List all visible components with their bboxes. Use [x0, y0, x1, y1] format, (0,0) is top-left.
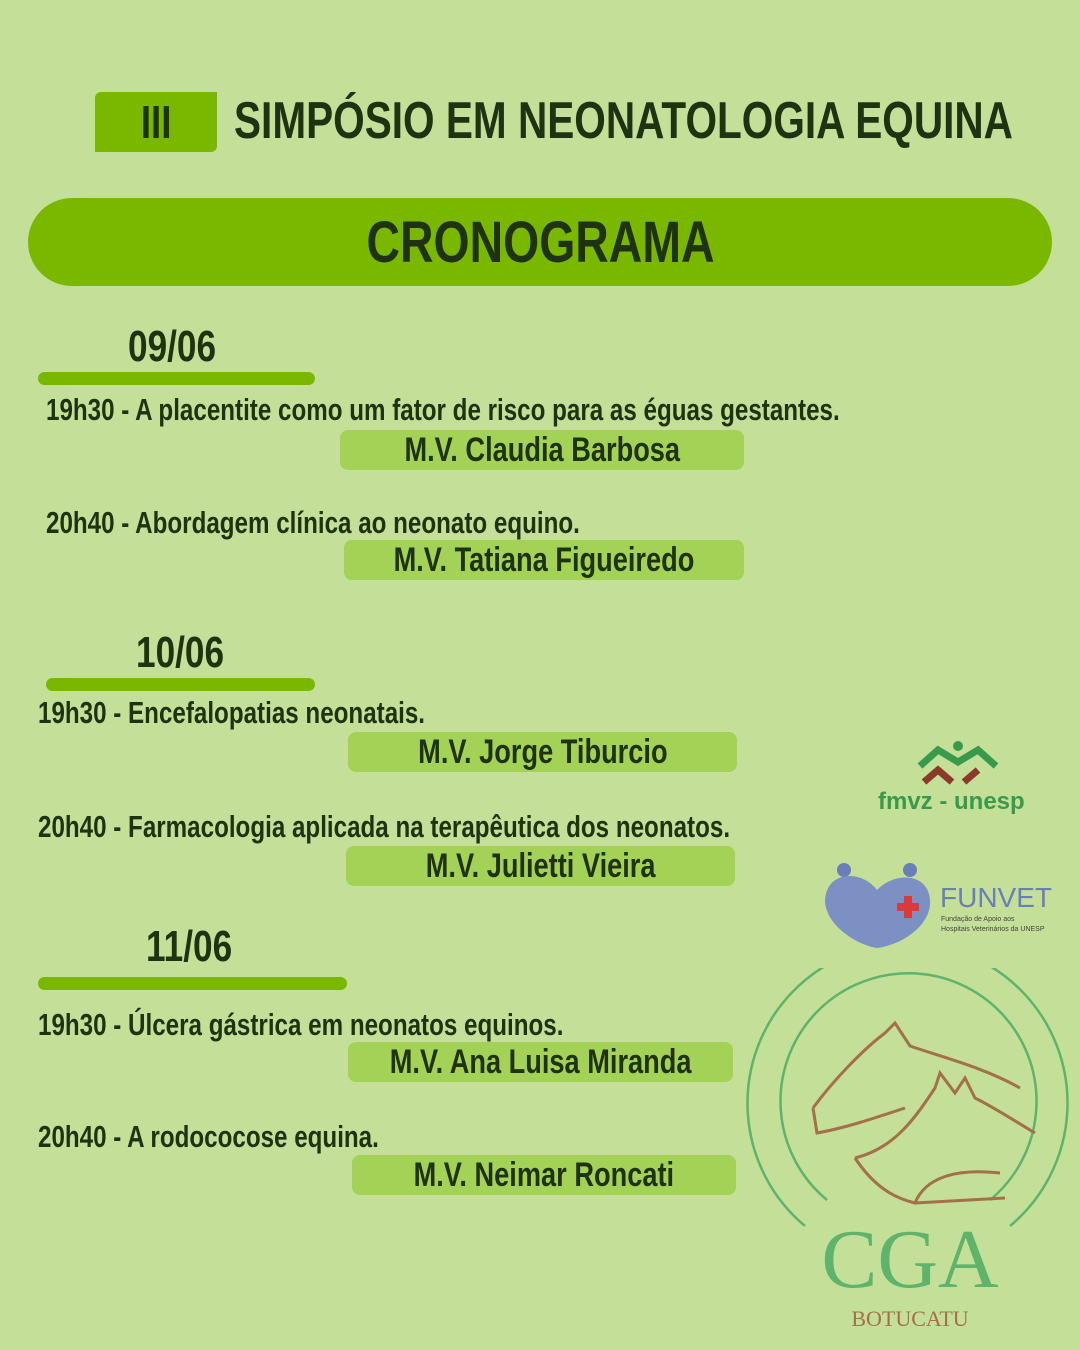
talk-text: 20h40 - Farmacologia aplicada na terapêutica dos neonatos. [38, 809, 731, 844]
funvet-logo [822, 860, 1052, 950]
cga-name: CGA [821, 1213, 999, 1306]
talk-item [38, 1006, 712, 1044]
day-date [146, 922, 254, 972]
speaker-name: M.V. Jorge Tiburcio [417, 732, 668, 771]
cga-city: BOTUCATU [851, 1306, 969, 1331]
speaker-name: M.V. Tatiana Figueiredo [393, 540, 695, 579]
day-date [128, 322, 238, 372]
talk-text: 19h30 - Encefalopatias neonatais. [38, 695, 426, 730]
funvet-heart-icon [822, 860, 937, 950]
fmvz-label: fmvz - unesp [878, 788, 1025, 815]
funvet-line2: Hospitais Veterinários da UNESP [941, 926, 1045, 933]
speaker-name: M.V. Julietti Vieira [425, 846, 656, 885]
speaker-name: M.V. Claudia Barbosa [404, 430, 680, 469]
schedule-banner-label: CRONOGRAMA [365, 209, 714, 275]
speaker-pill [344, 540, 744, 580]
event-title-text: SIMPÓSIO EM NEONATOLOGIA EQUINA [234, 92, 1013, 150]
talk-text: 19h30 - Úlcera gástrica em neonatos equinos. [38, 1007, 564, 1042]
talk-item [38, 694, 534, 732]
date-text: 11/06 [146, 922, 233, 971]
date-text: 10/06 [136, 628, 225, 677]
speaker-name: M.V. Ana Luisa Miranda [389, 1042, 692, 1081]
funvet-line1: Fundação de Apoio aos [941, 916, 1015, 923]
speaker-pill [340, 430, 744, 470]
talk-item [38, 808, 925, 846]
edition-number: III [140, 96, 172, 148]
edition-badge [95, 92, 217, 152]
date-underline [46, 678, 315, 691]
speaker-pill [346, 846, 735, 886]
speaker-name: M.V. Neimar Roncati [413, 1155, 675, 1194]
event-title [234, 88, 1080, 154]
date-underline [38, 977, 347, 990]
speaker-pill [348, 732, 737, 772]
talk-item [46, 391, 1064, 429]
day-date [136, 628, 246, 678]
fmvz-mountain-icon [870, 738, 1040, 788]
talk-item [46, 504, 730, 542]
speaker-pill [352, 1155, 736, 1195]
fmvz-unesp-logo [870, 738, 1040, 823]
funvet-name: FUNVET [940, 882, 1052, 913]
schedule-banner [28, 198, 1052, 286]
talk-text: 20h40 - A rodococose equina. [38, 1119, 379, 1154]
talk-text: 20h40 - Abordagem clínica ao neonato equino. [46, 505, 580, 540]
talk-text: 19h30 - A placentite como um fator de risco para as éguas gestantes. [46, 392, 840, 427]
date-text: 09/06 [128, 322, 217, 371]
speaker-pill [348, 1042, 733, 1082]
cga-ring-text [745, 968, 746, 969]
cga-seal-logo [745, 968, 1075, 1338]
date-underline [38, 372, 315, 385]
talk-item [38, 1118, 475, 1156]
